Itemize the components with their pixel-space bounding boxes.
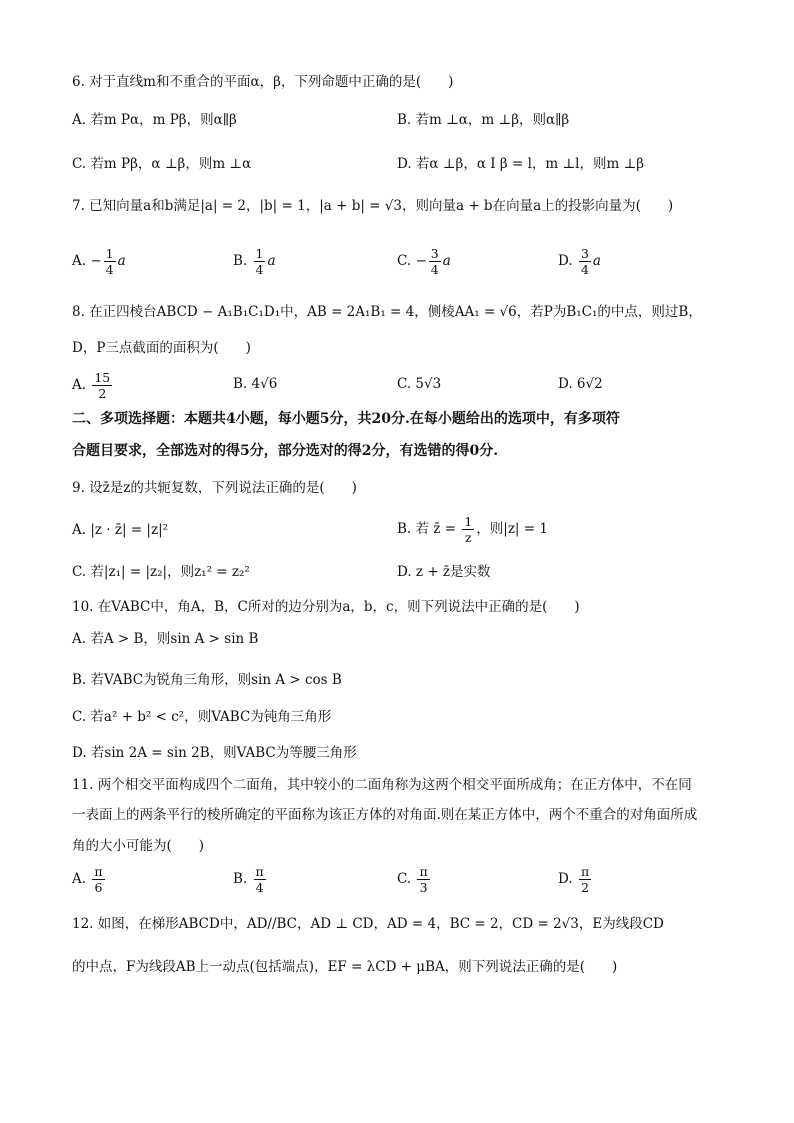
q6-stem: 6. 对于直线m和不重合的平面α，β，下列命题中正确的是( ) [72, 74, 454, 90]
section2-heading-line1: 二、多项选择题：本题共4小题，每小题5分，共20分.在每小题给出的选项中，有多项符 [72, 411, 620, 427]
q9-option-d: D. z + z̄是实数 [397, 564, 491, 580]
q9-option-b: B. 若 z̄ = $\frac{1}{z}$ ，则|z| = 1 [397, 514, 548, 545]
q7-stem: 7. 已知向量a和b满足|a| = 2，|b| = 1，|a + b| = √3，则向量a + b在向量a上的投影向量为( ) [72, 198, 674, 214]
q10-option-c: C. 若a² + b² < c²，则VABC为钝角三角形 [72, 709, 332, 725]
q11-option-c: C. $\frac{\pi}{3}$ [397, 864, 428, 895]
q8-stem-line1: 8. 在正四棱台ABCD − A₁B₁C₁D₁中，AB = 2A₁B₁ = 4，侧棱AA₁ = √6，若P为B₁C₁的中点，则过B， [72, 304, 702, 320]
q7-option-c: C. − $\frac{3}{4}$ a [397, 246, 451, 277]
q6-option-b: B. 若m ⊥α，m ⊥β，则α∥β [397, 112, 570, 128]
q10-option-d: D. 若sin 2A = sin 2B，则VABC为等腰三角形 [72, 745, 357, 761]
q8-option-a: A. $\frac{15}{2}$ [72, 370, 111, 401]
q11-option-b: B. $\frac{\pi}{4}$ [233, 864, 264, 895]
q6-option-d: D. 若α ⊥β，α I β = l，m ⊥l，则m ⊥β [397, 156, 645, 172]
q7-option-a: A. − $\frac{1}{4}$ a [72, 246, 126, 277]
q12-stem-line2: 的中点，F为线段AB上一动点(包括端点)，EF = λCD + μBA，则下列说法正确的是( ) [72, 959, 618, 975]
q9-stem: 9. 设z̄是z的共轭复数，下列说法正确的是( ) [72, 480, 357, 496]
q8-option-b: B. 4√6 [233, 376, 278, 392]
q11-option-d: D. $\frac{\pi}{2}$ [558, 864, 590, 895]
q11-stem-line1: 11. 两个相交平面构成四个二面角，其中较小的二面角称为这两个相交平面所成角；在正方体中，不在同 [72, 777, 692, 793]
q9-option-a: A. |z · z̄| = |z|² [72, 522, 169, 538]
q10-option-a: A. 若A > B，则sin A > sin B [72, 631, 259, 647]
q11-stem-line3: 角的大小可能为( ) [72, 838, 205, 854]
q9-option-c: C. 若|z₁| = |z₂|，则z₁² = z₂² [72, 564, 250, 580]
q10-stem: 10. 在VABC中，角A，B，C所对的边分别为a，b，c，则下列说法中正确的是( ) [72, 599, 580, 615]
q8-stem-line2: D，P三点截面的面积为( ) [72, 340, 251, 356]
q12-stem-line1: 12. 如图，在梯形ABCD中，AD//BC，AD ⊥ CD，AD = 4，BC = 2，CD = 2√3，E为线段CD [72, 916, 664, 932]
q8-option-d: D. 6√2 [558, 376, 603, 392]
q7-option-d: D. $\frac{3}{4}$ a [558, 246, 601, 277]
q11-stem-line2: 一表面上的两条平行的棱所确定的平面称为该正方体的对角面.则在某正方体中，两个不重合的对角面所成 [72, 807, 698, 823]
q7-option-b: B. $\frac{1}{4}$ a [233, 246, 276, 277]
q6-option-a: A. 若m Pα，m Pβ，则α∥β [72, 112, 237, 128]
q6-option-c: C. 若m Pβ，α ⊥β，则m ⊥α [72, 156, 252, 172]
section2-heading-line2: 合题目要求，全部选对的得5分，部分选对的得2分，有选错的得0分. [72, 443, 499, 459]
q10-option-b: B. 若VABC为锐角三角形，则sin A > cos B [72, 672, 342, 688]
q8-option-c: C. 5√3 [397, 376, 442, 392]
q11-option-a: A. $\frac{\pi}{6}$ [72, 864, 103, 895]
